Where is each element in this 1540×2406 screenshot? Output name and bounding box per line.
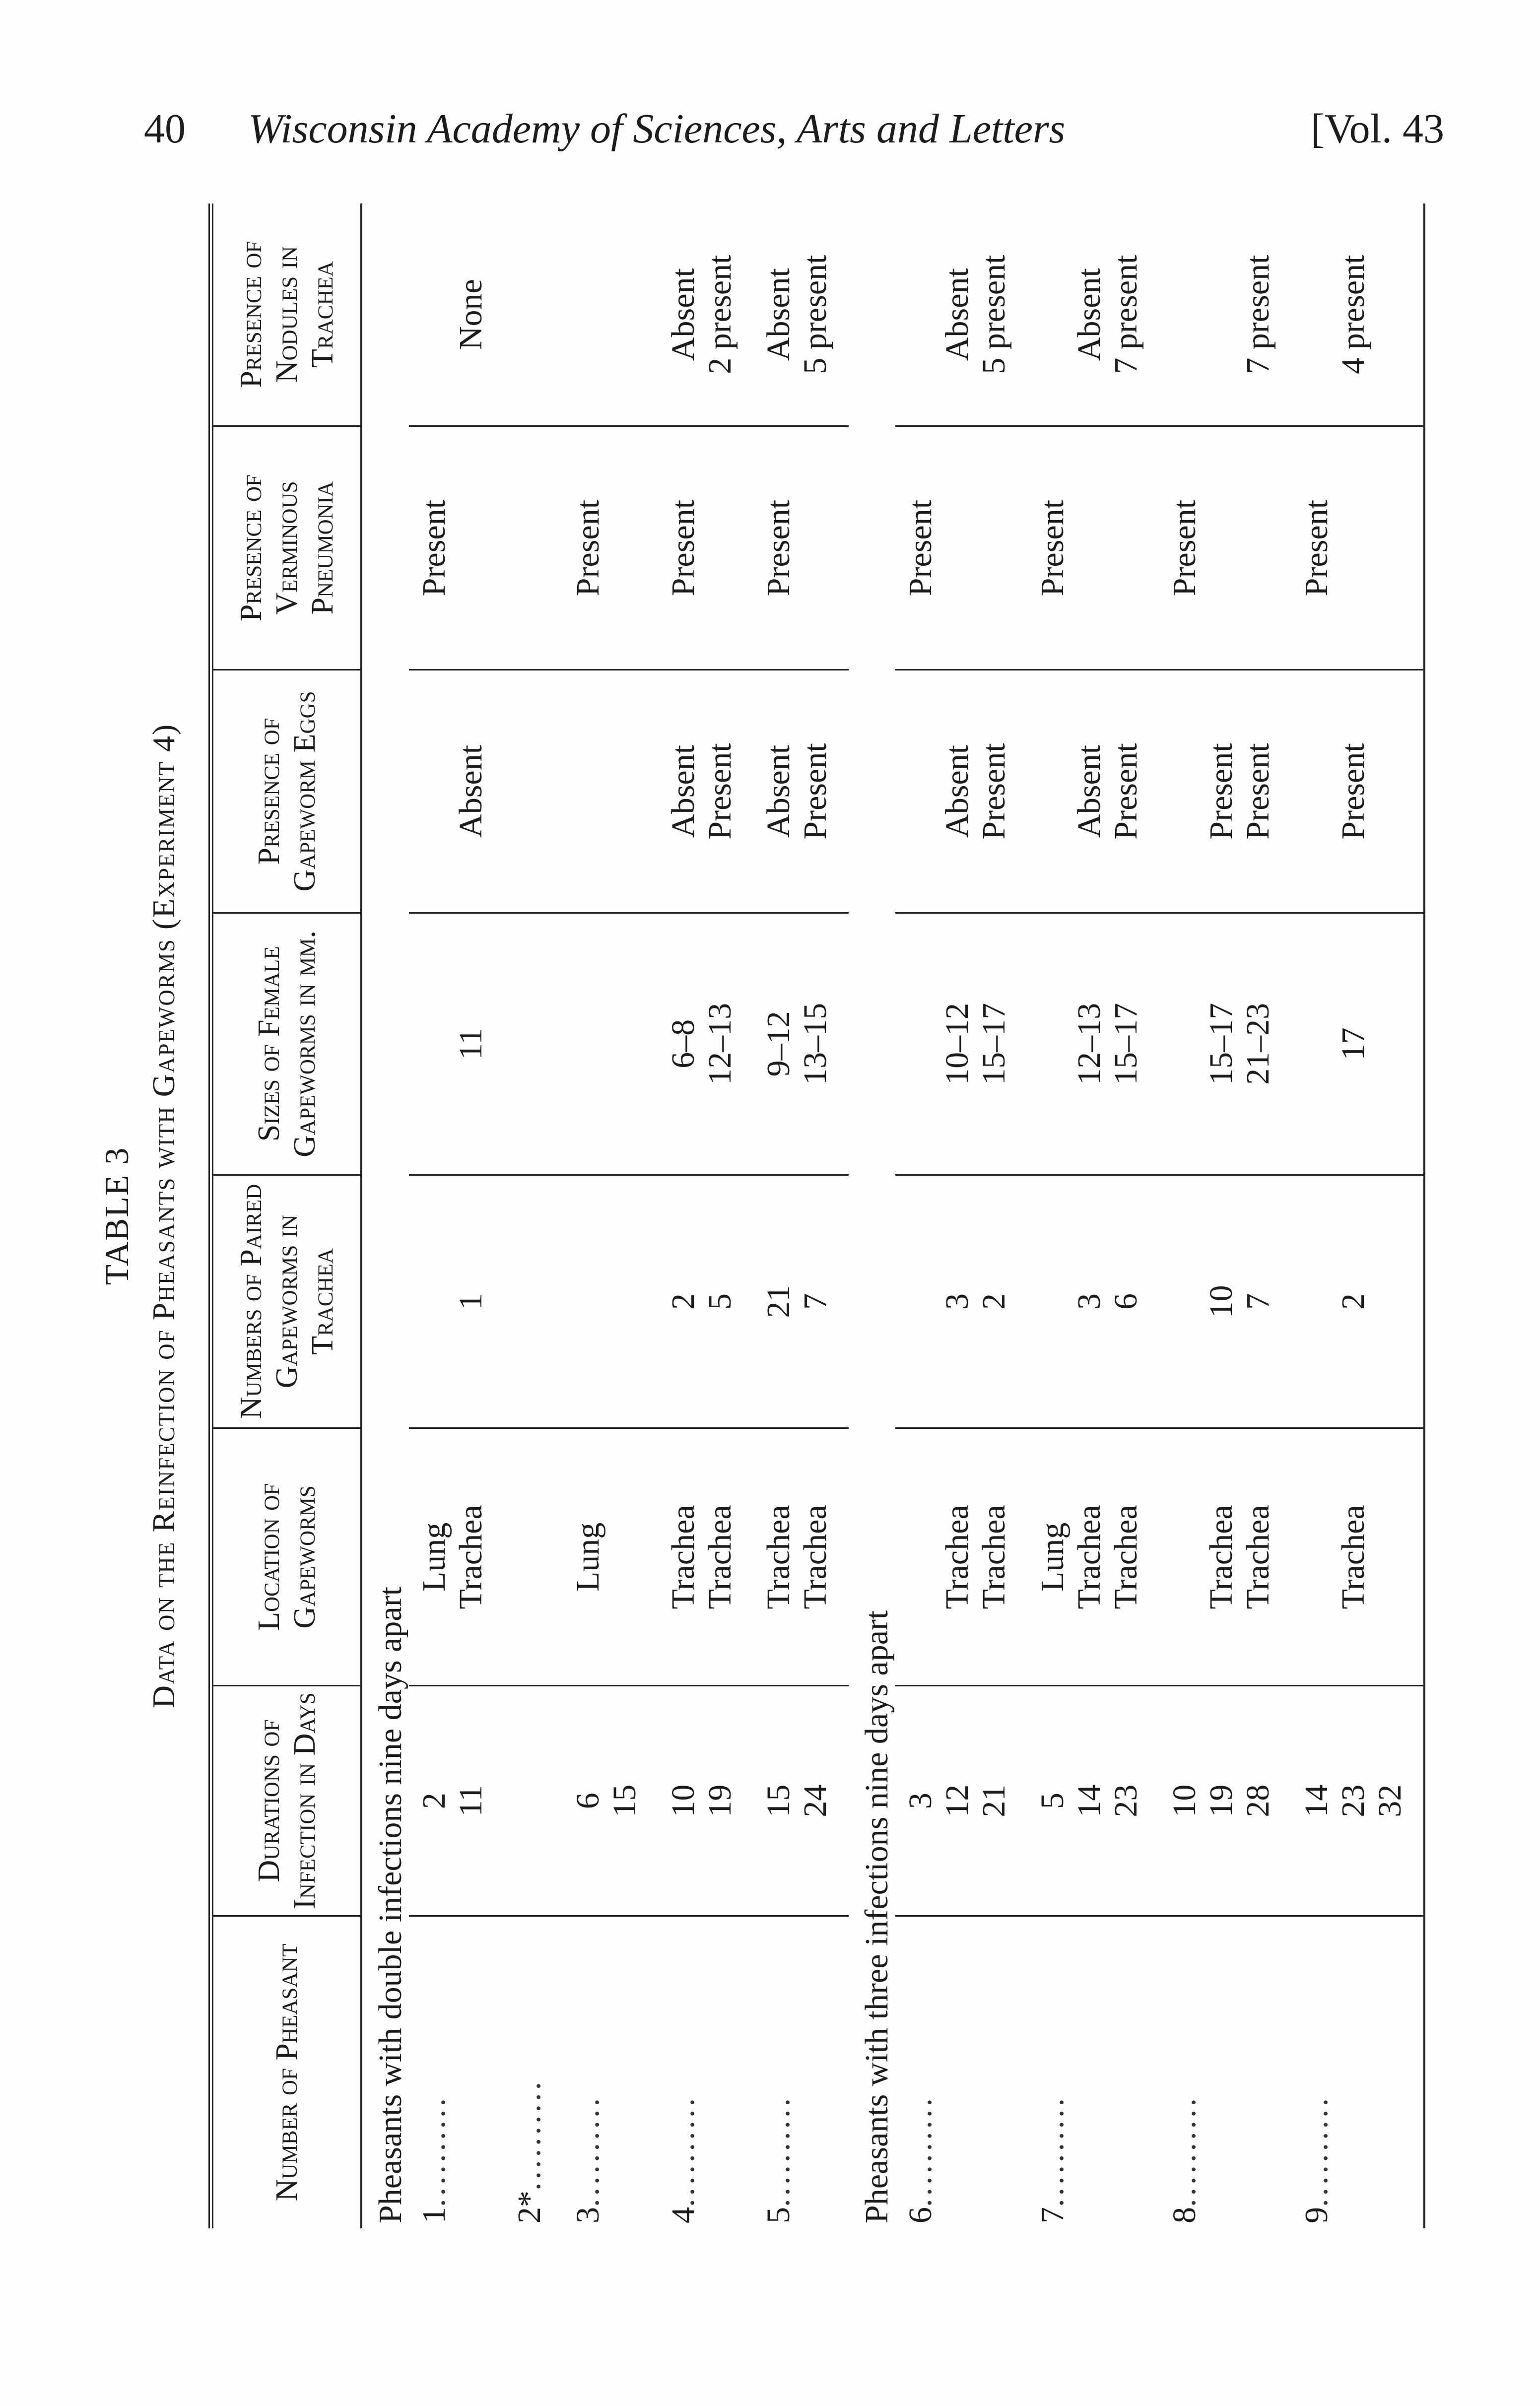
cell-eggs: Absent Present: [895, 669, 1027, 913]
cell-location: Trachea Trachea: [895, 1428, 1027, 1686]
cell-nodules: [563, 203, 658, 426]
cell-paired: 10 7: [1159, 1175, 1291, 1428]
leader-dots: ..........: [665, 2095, 701, 2207]
pheasant-number: 6..........: [902, 2095, 938, 2223]
page-number: 40: [144, 106, 186, 152]
volume-label: [Vol. 43: [1310, 106, 1444, 152]
cell-durations: 14 23 32: [1291, 1686, 1424, 1916]
column-header: Presence of Verminous Pneumonia: [211, 426, 361, 670]
cell-durations: 10 19: [658, 1686, 753, 1916]
cell-pneumonia: Present: [1027, 426, 1159, 670]
cell-nodules: [504, 203, 563, 426]
table-number: TABLE 3: [98, 1146, 135, 1285]
cell-durations: 5 14 23: [1027, 1686, 1159, 1916]
column-header: Sizes of Female Gapeworms in mm.: [211, 913, 361, 1175]
column-header: Presence of Nodules in Trachea: [211, 203, 361, 426]
cell-nodules: Absent 2 present: [658, 203, 753, 426]
column-header: Numbers of Paired Gapeworms in Trachea: [211, 1175, 361, 1428]
table-body: [361, 203, 1424, 2228]
cell-sizes: [563, 913, 658, 1175]
cell-paired: 3 2: [895, 1175, 1027, 1428]
table-row: [1291, 203, 1424, 2228]
table-row: [563, 203, 658, 2228]
cell-pneumonia: Present: [753, 426, 849, 670]
cell-location: Trachea: [1291, 1428, 1424, 1686]
journal-title: Wisconsin Academy of Sciences, Arts and Letters: [248, 106, 1066, 152]
group-row: [361, 203, 409, 2228]
table-title: Data on the Reinfection of Pheasants with Gapeworms (Experiment 4): [146, 723, 181, 1709]
cell-eggs: [563, 669, 658, 913]
cell-location: [504, 1428, 563, 1686]
cell-sizes: [504, 913, 563, 1175]
cell-pneumonia: Present: [895, 426, 1027, 670]
cell-nodules: 7 present: [1159, 203, 1291, 426]
cell-eggs: Present Present: [1159, 669, 1291, 913]
pheasant-number: 9..........: [1291, 1916, 1424, 2228]
leader-dots: ..........: [1298, 2095, 1335, 2207]
cell-durations: 10 19 28: [1159, 1686, 1291, 1916]
cell-pneumonia: [504, 426, 563, 670]
column-header: Number of Pheasant: [211, 1916, 361, 2228]
table-row: [1027, 203, 1159, 2228]
group-label: Pheasants with three infections nine days apart: [859, 1610, 895, 2223]
cell-paired: 21 7: [753, 1175, 849, 1428]
cell-pneumonia: Present: [409, 426, 504, 670]
cell-eggs: Absent Present: [753, 669, 849, 913]
table-caption: [94, 203, 189, 2228]
leader-dots: ..........: [760, 2095, 797, 2207]
table-row: [753, 203, 849, 2228]
cell-durations: [504, 1686, 563, 1916]
pheasant-number: 8..........: [1166, 2095, 1203, 2223]
column-header: Location of Gapeworms: [211, 1428, 361, 1686]
cell-sizes: 12–13 15–17: [1027, 913, 1159, 1175]
cell-nodules: Absent 5 present: [895, 203, 1027, 426]
data-table: [208, 203, 1425, 2228]
table-row: [504, 203, 563, 2228]
cell-location: Trachea Trachea: [753, 1428, 849, 1686]
cell-sizes: 9–12 13–15: [753, 913, 849, 1175]
cell-paired: 3 6: [1027, 1175, 1159, 1428]
cell-eggs: Absent Present: [658, 669, 753, 913]
pheasant-number: 3..........: [570, 2095, 606, 2223]
cell-pneumonia: Present: [563, 426, 658, 670]
cell-eggs: Absent: [409, 669, 504, 913]
cell-durations: 2 11: [409, 1686, 504, 1916]
cell-location: Trachea Trachea: [1159, 1428, 1291, 1686]
leader-dots: ..........: [511, 2079, 547, 2191]
table-row: [409, 203, 504, 2228]
cell-durations: 6 15: [563, 1686, 658, 1916]
rotated-table-block: [94, 203, 1479, 2228]
cell-durations: 15 24: [753, 1686, 849, 1916]
cell-nodules: None: [409, 203, 504, 426]
cell-sizes: 17: [1291, 913, 1424, 1175]
pheasant-number: 4..........: [665, 2095, 701, 2223]
pheasant-number: 1..........: [416, 2095, 452, 2223]
cell-paired: 1: [409, 1175, 504, 1428]
leader-dots: ..........: [570, 2095, 606, 2207]
pheasant-number: 7..........: [1034, 2095, 1071, 2223]
cell-pneumonia: Present: [1291, 426, 1424, 670]
cell-sizes: 15–17 21–23: [1159, 913, 1291, 1175]
cell-paired: [504, 1175, 563, 1428]
pheasant-number: 5..........: [760, 2095, 797, 2223]
cell-pneumonia: Present: [1159, 426, 1291, 670]
leader-dots: ..........: [1034, 2095, 1071, 2207]
group-label: Pheasants with double infections nine days apart: [372, 1586, 408, 2223]
cell-paired: 2 5: [658, 1175, 753, 1428]
running-head: [144, 102, 1444, 156]
group-row: [849, 203, 895, 2228]
header-row: [211, 203, 361, 2228]
cell-eggs: Absent Present: [1027, 669, 1159, 913]
cell-location: Lung Trachea: [409, 1428, 504, 1686]
leader-dots: ..........: [1166, 2095, 1203, 2207]
cell-location: Lung Trachea Trachea: [1027, 1428, 1159, 1686]
table-row: [1159, 203, 1291, 2228]
leader-dots: ..........: [902, 2095, 938, 2207]
cell-sizes: 6–8 12–13: [658, 913, 753, 1175]
cell-location: Lung: [563, 1428, 658, 1686]
cell-location: Trachea Trachea: [658, 1428, 753, 1686]
pheasant-number: 2*..........: [511, 2079, 547, 2223]
cell-nodules: Absent 7 present: [1027, 203, 1159, 426]
cell-paired: [563, 1175, 658, 1428]
cell-paired: 2: [1291, 1175, 1424, 1428]
cell-nodules: Absent 5 present: [753, 203, 849, 426]
cell-durations: 3 12 21: [895, 1686, 1027, 1916]
cell-eggs: Present: [1291, 669, 1424, 913]
table-row: [895, 203, 1027, 2228]
column-header: Presence of Gapeworm Eggs: [211, 669, 361, 913]
cell-eggs: [504, 669, 563, 913]
cell-nodules: 4 present: [1291, 203, 1424, 426]
column-header: Durations of Infection in Days: [211, 1686, 361, 1916]
leader-dots: ..........: [416, 2095, 452, 2207]
cell-sizes: 11: [409, 913, 504, 1175]
table-row: [658, 203, 753, 2228]
cell-pneumonia: Present: [658, 426, 753, 670]
cell-sizes: 10–12 15–17: [895, 913, 1027, 1175]
